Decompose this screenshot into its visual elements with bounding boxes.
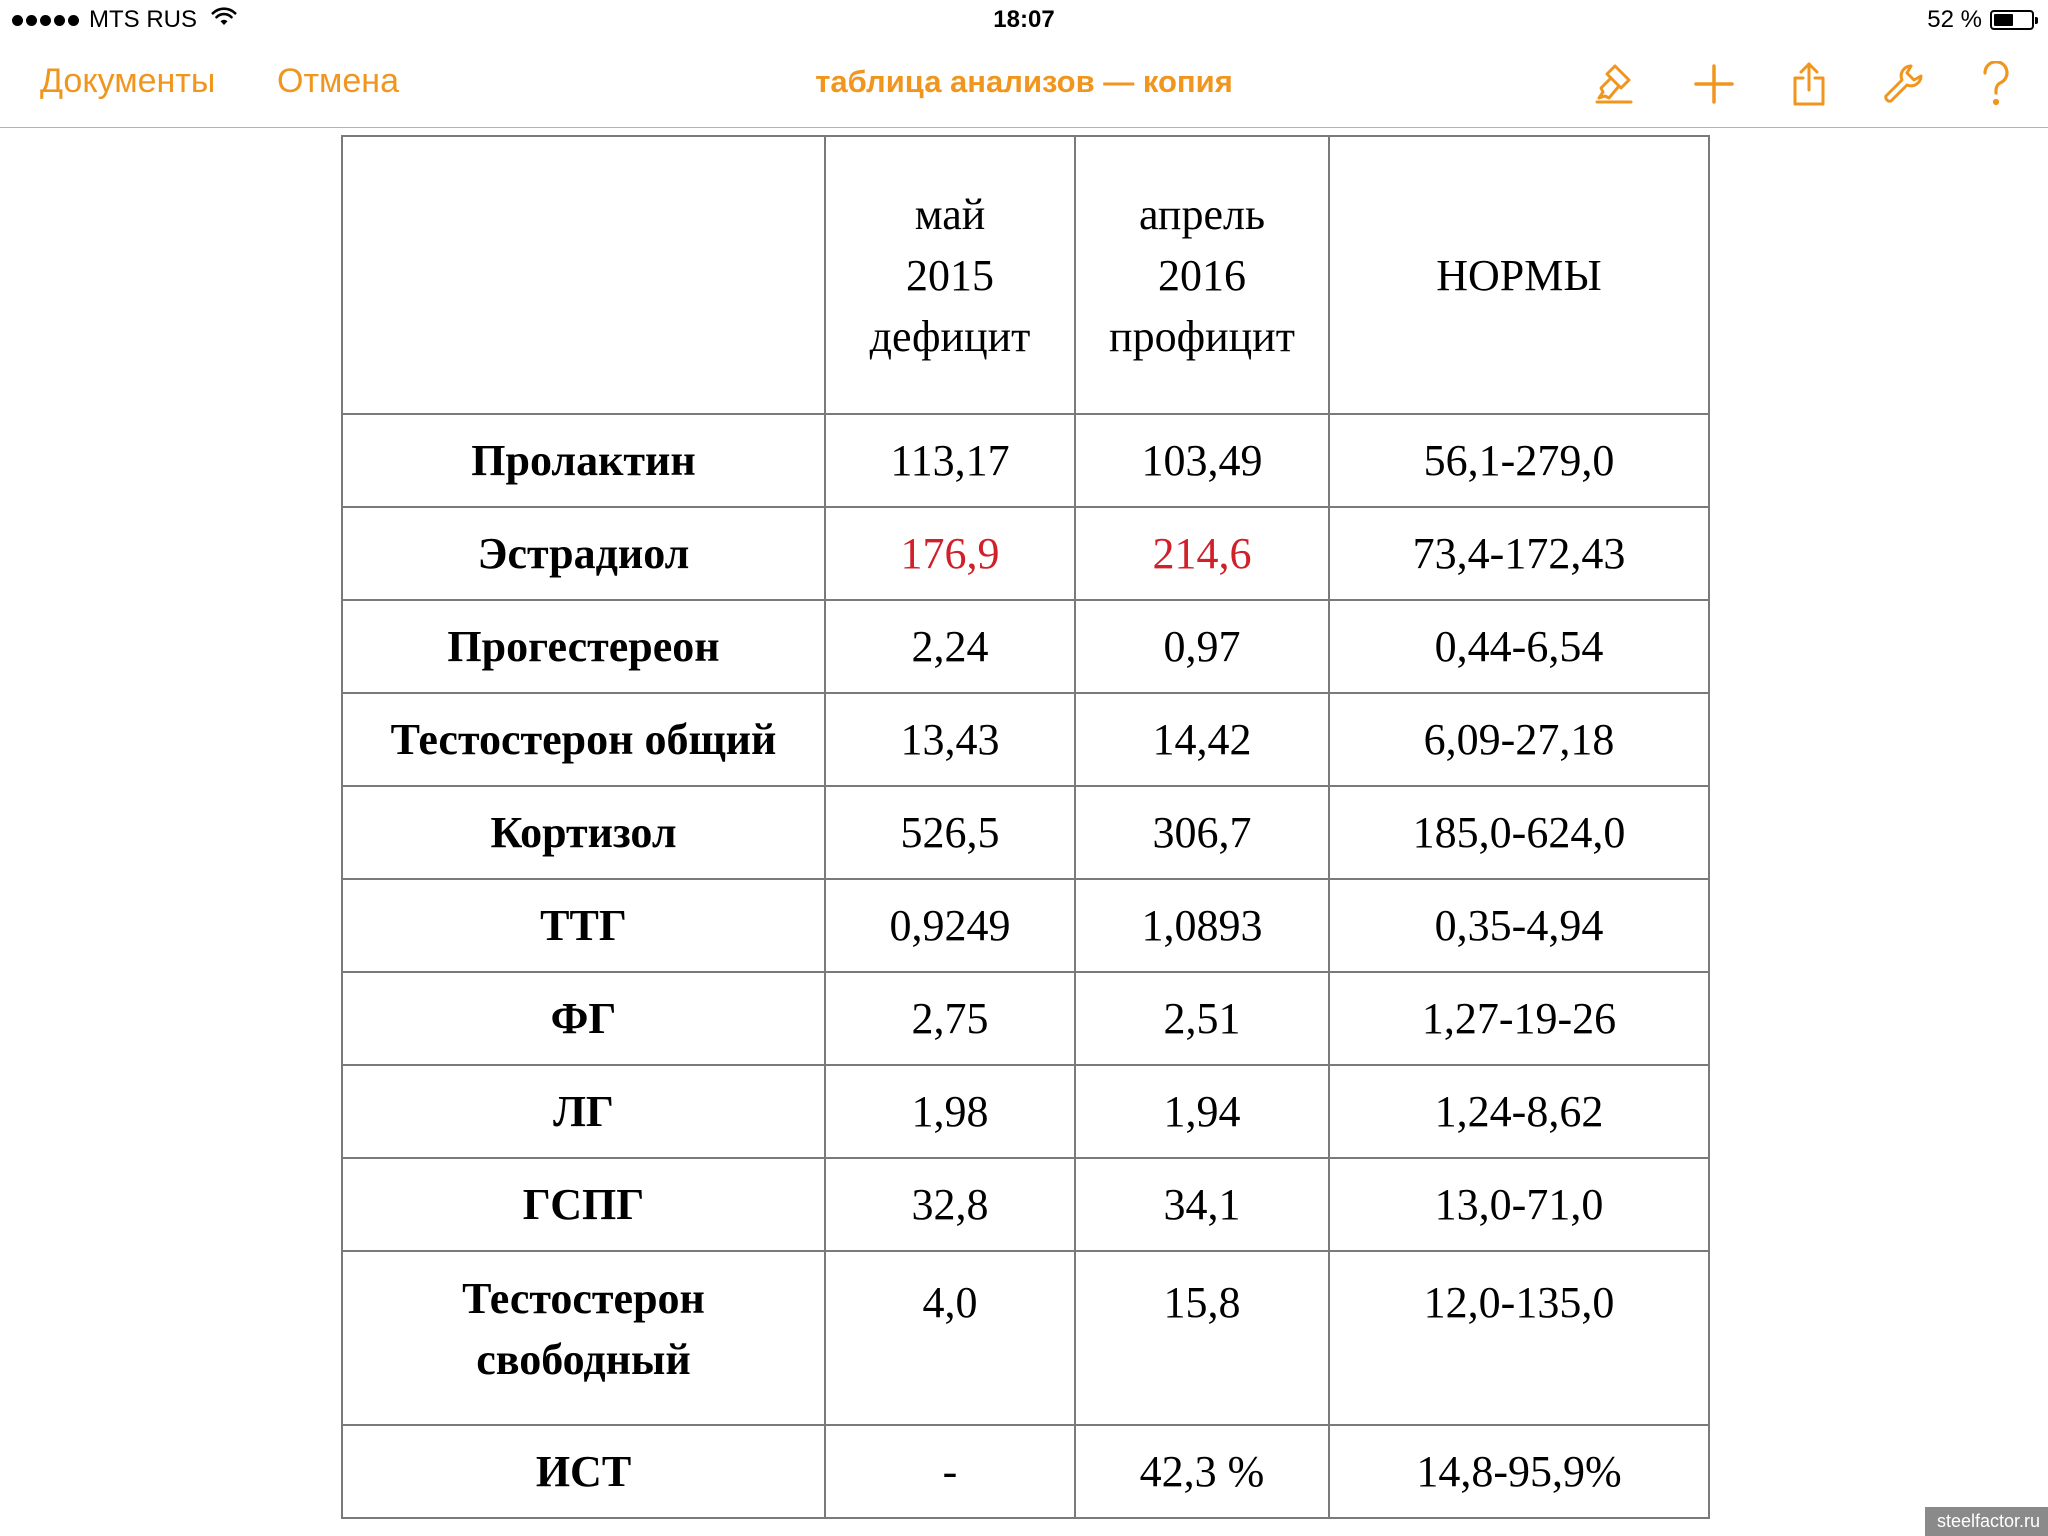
share-icon: [1789, 62, 1829, 106]
cell-apr2016[interactable]: 34,1: [1075, 1158, 1329, 1251]
header-may2015-line3: дефицит: [869, 311, 1031, 361]
header-may2015-line1: май: [914, 189, 986, 239]
cell-norm[interactable]: 56,1-279,0: [1329, 414, 1709, 507]
cell-norm[interactable]: 14,8-95,9%: [1329, 1425, 1709, 1518]
share-button[interactable]: [1785, 60, 1833, 108]
cancel-button[interactable]: Отмена: [277, 62, 399, 100]
header-may2015-line2: 2015: [906, 250, 994, 300]
cell-norm[interactable]: 73,4-172,43: [1329, 507, 1709, 600]
header-cell-apr2016[interactable]: [1075, 136, 1329, 414]
table-header-row: [342, 136, 1709, 414]
header-apr2016-line3: профицит: [1109, 311, 1295, 361]
documents-button[interactable]: Документы: [40, 62, 216, 100]
cell-may2015[interactable]: 13,43: [825, 693, 1075, 786]
cell-may2015[interactable]: 113,17: [825, 414, 1075, 507]
watermark: steelfactor.ru: [1925, 1507, 2048, 1536]
row-label[interactable]: ЛГ: [342, 1065, 825, 1158]
cell-may2015-highlight[interactable]: 176,9: [825, 507, 1075, 600]
cell-norm[interactable]: 0,44-6,54: [1329, 600, 1709, 693]
table-row: [342, 1251, 1709, 1425]
paintbrush-icon: [1591, 62, 1635, 106]
cell-may2015[interactable]: 1,98: [825, 1065, 1075, 1158]
paintbrush-button[interactable]: [1589, 60, 1637, 108]
header-cell-may2015[interactable]: [825, 136, 1075, 414]
row-label[interactable]: Эстрадиол: [342, 507, 825, 600]
table-row: [342, 1065, 1709, 1158]
table-row: [342, 507, 1709, 600]
cell-may2015[interactable]: 526,5: [825, 786, 1075, 879]
table-row: [342, 1158, 1709, 1251]
plus-icon: [1692, 62, 1736, 106]
cell-apr2016[interactable]: 2,51: [1075, 972, 1329, 1065]
header-cell-norms[interactable]: НОРМЫ: [1329, 136, 1709, 414]
row-label[interactable]: Тестостерон общий: [342, 693, 825, 786]
row-label[interactable]: Пролактин: [342, 414, 825, 507]
row-label[interactable]: Кортизол: [342, 786, 825, 879]
cell-apr2016[interactable]: 1,94: [1075, 1065, 1329, 1158]
table-row: [342, 414, 1709, 507]
cell-apr2016[interactable]: 15,8: [1075, 1251, 1329, 1425]
header-cell-empty[interactable]: [342, 136, 825, 414]
cell-apr2016[interactable]: 42,3 %: [1075, 1425, 1329, 1518]
cell-apr2016[interactable]: 306,7: [1075, 786, 1329, 879]
battery-percent: 52 %: [1927, 6, 1982, 33]
cell-may2015[interactable]: 32,8: [825, 1158, 1075, 1251]
document-title: таблица анализов — копия: [815, 64, 1233, 99]
cell-may2015[interactable]: 0,9249: [825, 879, 1075, 972]
help-button[interactable]: [1972, 60, 2020, 108]
header-apr2016-line1: апрель: [1138, 189, 1266, 239]
cell-norm[interactable]: 6,09-27,18: [1329, 693, 1709, 786]
cell-norm[interactable]: 1,27-19-26: [1329, 972, 1709, 1065]
cell-apr2016-highlight[interactable]: 214,6: [1075, 507, 1329, 600]
row-label[interactable]: ИСТ: [342, 1425, 825, 1518]
settings-button[interactable]: [1879, 60, 1927, 108]
nav-bar: [0, 40, 2048, 128]
table-row: [342, 786, 1709, 879]
status-bar: [0, 0, 2048, 40]
cell-apr2016[interactable]: 14,42: [1075, 693, 1329, 786]
table-row: [342, 972, 1709, 1065]
row-label-line1: Тестостерон: [462, 1274, 705, 1323]
cell-apr2016[interactable]: 103,49: [1075, 414, 1329, 507]
cell-may2015[interactable]: -: [825, 1425, 1075, 1518]
table-row: [342, 1425, 1709, 1518]
cell-norm[interactable]: 1,24-8,62: [1329, 1065, 1709, 1158]
add-button[interactable]: [1690, 60, 1738, 108]
row-label[interactable]: [342, 1251, 825, 1425]
cell-norm[interactable]: 185,0-624,0: [1329, 786, 1709, 879]
cell-norm[interactable]: 12,0-135,0: [1329, 1251, 1709, 1425]
table-row: [342, 600, 1709, 693]
status-right: [1927, 6, 2034, 34]
row-label[interactable]: Прогестереон: [342, 600, 825, 693]
carrier-name: MTS RUS: [89, 6, 197, 33]
row-label[interactable]: ФГ: [342, 972, 825, 1065]
row-label[interactable]: ГСПГ: [342, 1158, 825, 1251]
wrench-icon: [1881, 62, 1925, 106]
row-label-line2: свободный: [476, 1335, 691, 1384]
cell-may2015[interactable]: 4,0: [825, 1251, 1075, 1425]
table-row: [342, 693, 1709, 786]
table-row: [342, 879, 1709, 972]
row-label[interactable]: ТТГ: [342, 879, 825, 972]
analysis-table: [341, 135, 1710, 1519]
help-icon: [1978, 61, 2014, 107]
cell-may2015[interactable]: 2,24: [825, 600, 1075, 693]
cell-apr2016[interactable]: 0,97: [1075, 600, 1329, 693]
header-apr2016-line2: 2016: [1158, 250, 1246, 300]
cell-apr2016[interactable]: 1,0893: [1075, 879, 1329, 972]
status-time: 18:07: [993, 6, 1055, 33]
cell-norm[interactable]: 13,0-71,0: [1329, 1158, 1709, 1251]
cell-norm[interactable]: 0,35-4,94: [1329, 879, 1709, 972]
cell-may2015[interactable]: 2,75: [825, 972, 1075, 1065]
battery-icon: [1990, 10, 2034, 30]
